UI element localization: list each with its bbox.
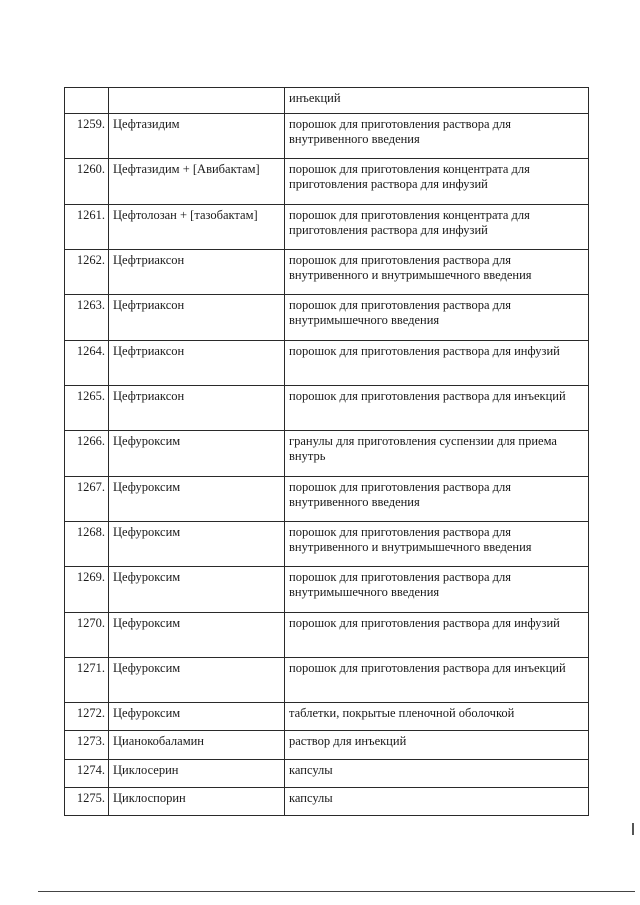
drug-name: Цефуроксим (109, 431, 285, 477)
table-row (65, 341, 589, 386)
drug-name: Цефуроксим (109, 703, 285, 731)
dosage-form: порошок для приготовления раствора для инфузий (285, 341, 589, 386)
table-row (65, 431, 589, 477)
dosage-form: порошок для приготовления раствора для инъекций (285, 386, 589, 431)
table-row (65, 386, 589, 431)
table-row (65, 788, 589, 816)
drug-name: Цефуроксим (109, 567, 285, 613)
row-number: 1261. (65, 205, 109, 250)
row-number: 1274. (65, 760, 109, 788)
table-row (65, 477, 589, 522)
dosage-form: порошок для приготовления раствора для внутривенного введения (285, 114, 589, 159)
row-number: 1270. (65, 613, 109, 658)
row-number: 1273. (65, 731, 109, 760)
drug-name: Цефтриаксон (109, 341, 285, 386)
row-number: 1264. (65, 341, 109, 386)
dosage-form: порошок для приготовления раствора для инъекций (285, 658, 589, 703)
table-row (65, 613, 589, 658)
row-number: 1271. (65, 658, 109, 703)
drug-name: Цианокобаламин (109, 731, 285, 760)
row-number: 1268. (65, 522, 109, 567)
row-number: 1265. (65, 386, 109, 431)
row-number: 1259. (65, 114, 109, 159)
dosage-form: инъекций (285, 88, 589, 114)
dosage-form: таблетки, покрытые пленочной оболочкой (285, 703, 589, 731)
dosage-form: раствор для инъекций (285, 731, 589, 760)
drug-name: Цефтриаксон (109, 250, 285, 295)
table-row (65, 295, 589, 341)
row-number: 1267. (65, 477, 109, 522)
dosage-form: порошок для приготовления раствора для внутривенного и внутримышечного введения (285, 522, 589, 567)
drug-name: Цефуроксим (109, 658, 285, 703)
table-row (65, 522, 589, 567)
row-number: 1272. (65, 703, 109, 731)
dosage-form: порошок для приготовления концентрата для приготовления раствора для инфузий (285, 205, 589, 250)
drug-name: Цефуроксим (109, 522, 285, 567)
dosage-form: порошок для приготовления раствора для внутримышечного введения (285, 295, 589, 341)
scan-mark (632, 823, 634, 835)
row-number (65, 88, 109, 114)
dosage-form: порошок для приготовления раствора для внутримышечного введения (285, 567, 589, 613)
table-row (65, 658, 589, 703)
drug-name: Цефтазидим (109, 114, 285, 159)
row-number: 1275. (65, 788, 109, 816)
row-number: 1262. (65, 250, 109, 295)
table-row (65, 703, 589, 731)
dosage-form: порошок для приготовления концентрата для приготовления раствора для инфузий (285, 159, 589, 205)
medicines-table (64, 87, 589, 816)
drug-name: Циклосерин (109, 760, 285, 788)
drug-name: Цефтриаксон (109, 386, 285, 431)
table-row (65, 88, 589, 114)
drug-name: Цефтриаксон (109, 295, 285, 341)
drug-name (109, 88, 285, 114)
dosage-form: капсулы (285, 788, 589, 816)
table-row (65, 114, 589, 159)
dosage-form: порошок для приготовления раствора для инфузий (285, 613, 589, 658)
drug-name: Цефуроксим (109, 613, 285, 658)
dosage-form: порошок для приготовления раствора для внутривенного введения (285, 477, 589, 522)
table-row (65, 159, 589, 205)
dosage-form: капсулы (285, 760, 589, 788)
row-number: 1269. (65, 567, 109, 613)
row-number: 1266. (65, 431, 109, 477)
table-row (65, 731, 589, 760)
row-number: 1263. (65, 295, 109, 341)
drug-name: Цефуроксим (109, 477, 285, 522)
dosage-form: гранулы для приготовления суспензии для приема внутрь (285, 431, 589, 477)
drug-name: Цефтазидим + [Авибактам] (109, 159, 285, 205)
drug-name: Цефтолозан + [тазобактам] (109, 205, 285, 250)
page-bottom-rule (38, 891, 635, 892)
table-body (65, 88, 589, 816)
row-number: 1260. (65, 159, 109, 205)
table-row (65, 250, 589, 295)
table-row (65, 760, 589, 788)
table-row (65, 205, 589, 250)
drug-name: Циклоспорин (109, 788, 285, 816)
table-row (65, 567, 589, 613)
dosage-form: порошок для приготовления раствора для внутривенного и внутримышечного введения (285, 250, 589, 295)
